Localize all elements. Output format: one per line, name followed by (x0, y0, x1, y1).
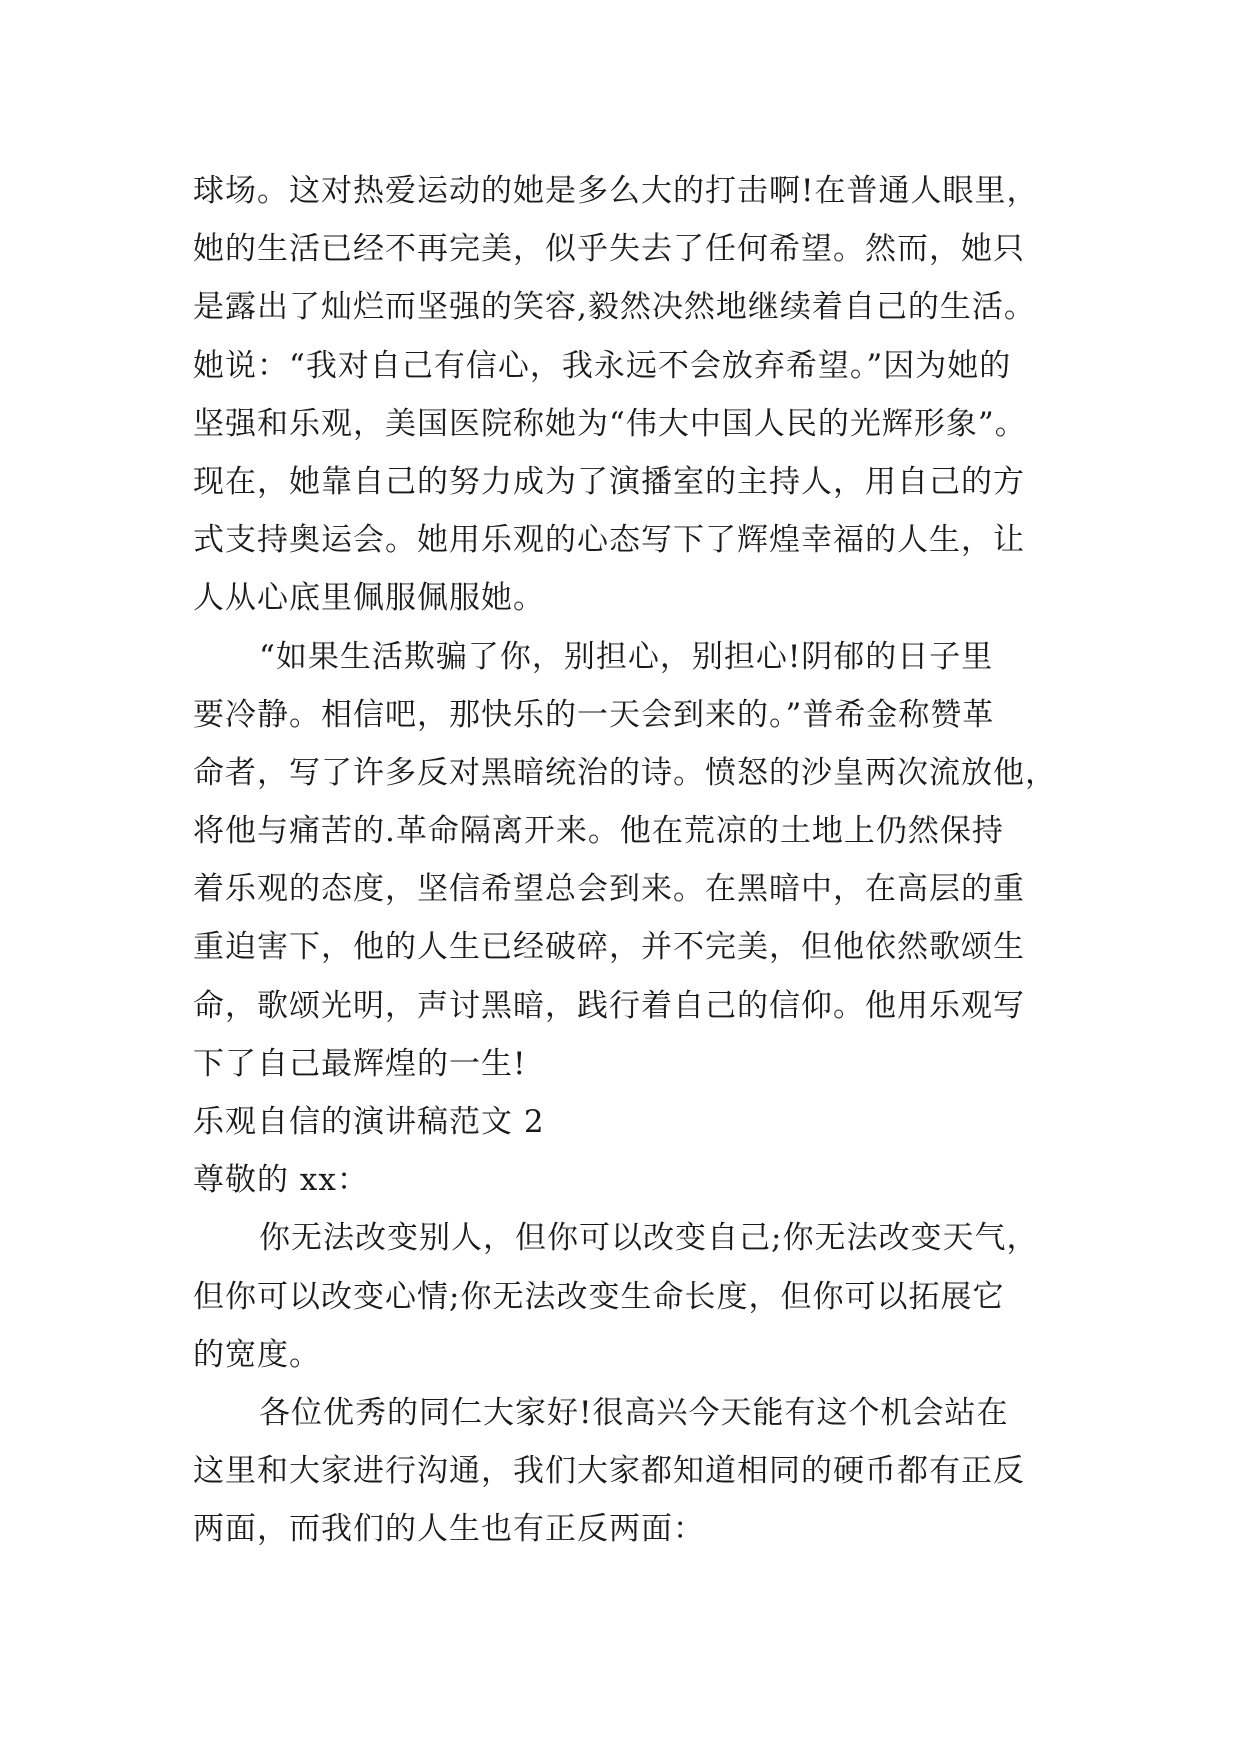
text-line: 着乐观的态度，坚信希望总会到来。在黑暗中，在高层的重 (193, 871, 1025, 908)
text-line: 球场。这对热爱运动的她是多么大的打击啊!在普通人眼里， (193, 173, 1039, 209)
text-line: 将他与痛苦的.革命隔离开来。他在荒凉的土地上仍然保持 (193, 813, 1004, 850)
document-body (193, 162, 1093, 1559)
text-line: 是露出了灿烂而坚强的笑容,毅然决然地继续着自己的生活。 (193, 289, 1036, 326)
text-line: 尊敬的 xx： (193, 1162, 369, 1199)
text-line: 要冷静。相信吧，那快乐的一天会到来的。”普希金称赞革 (193, 696, 995, 733)
text-line: 但你可以改变心情;你无法改变生命长度，但你可以拓展它 (193, 1278, 1005, 1315)
text-line: 人从心底里佩服佩服她。 (193, 580, 545, 617)
text-line: 各位优秀的同仁大家好!很高兴今天能有这个机会站在 (259, 1394, 1009, 1431)
text-line: 命，歌颂光明，声讨黑暗，践行着自己的信仰。他用乐观写 (193, 987, 1025, 1024)
text-line: 下了自己最辉煌的一生! (193, 1045, 527, 1082)
text-line: 乐观自信的演讲稿范文 2 (193, 1104, 545, 1140)
text-line: 坚强和乐观，美国医院称她为“伟大中国人民的光辉形象”。 (193, 405, 1027, 442)
text-line: 她的生活已经不再完美，似乎失去了任何希望。然而，她只 (193, 231, 1025, 268)
text-line: 式支持奥运会。她用乐观的心态写下了辉煌幸福的人生，让 (193, 522, 1025, 559)
text-line: 两面，而我们的人生也有正反两面： (193, 1511, 705, 1548)
text-line: “如果生活欺骗了你，别担心，别担心!阴郁的日子里 (259, 638, 994, 675)
text-line: 这里和大家进行沟通，我们大家都知道相同的硬币都有正反 (193, 1453, 1025, 1490)
text-line: 现在，她靠自己的努力成为了演播室的主持人，用自己的方 (193, 463, 1025, 500)
text-line: 她说：“我对自己有信心，我永远不会放弃希望。”因为她的 (193, 347, 1012, 384)
text-line: 你无法改变别人，但你可以改变自己;你无法改变天气， (259, 1220, 1039, 1257)
text-line: 重迫害下，他的人生已经破碎，并不完美，但他依然歌颂生 (193, 929, 1025, 966)
text-line: 的宽度。 (193, 1336, 321, 1373)
text-line: 命者，写了许多反对黑暗统治的诗。愤怒的沙皇两次流放他， (193, 754, 1057, 791)
